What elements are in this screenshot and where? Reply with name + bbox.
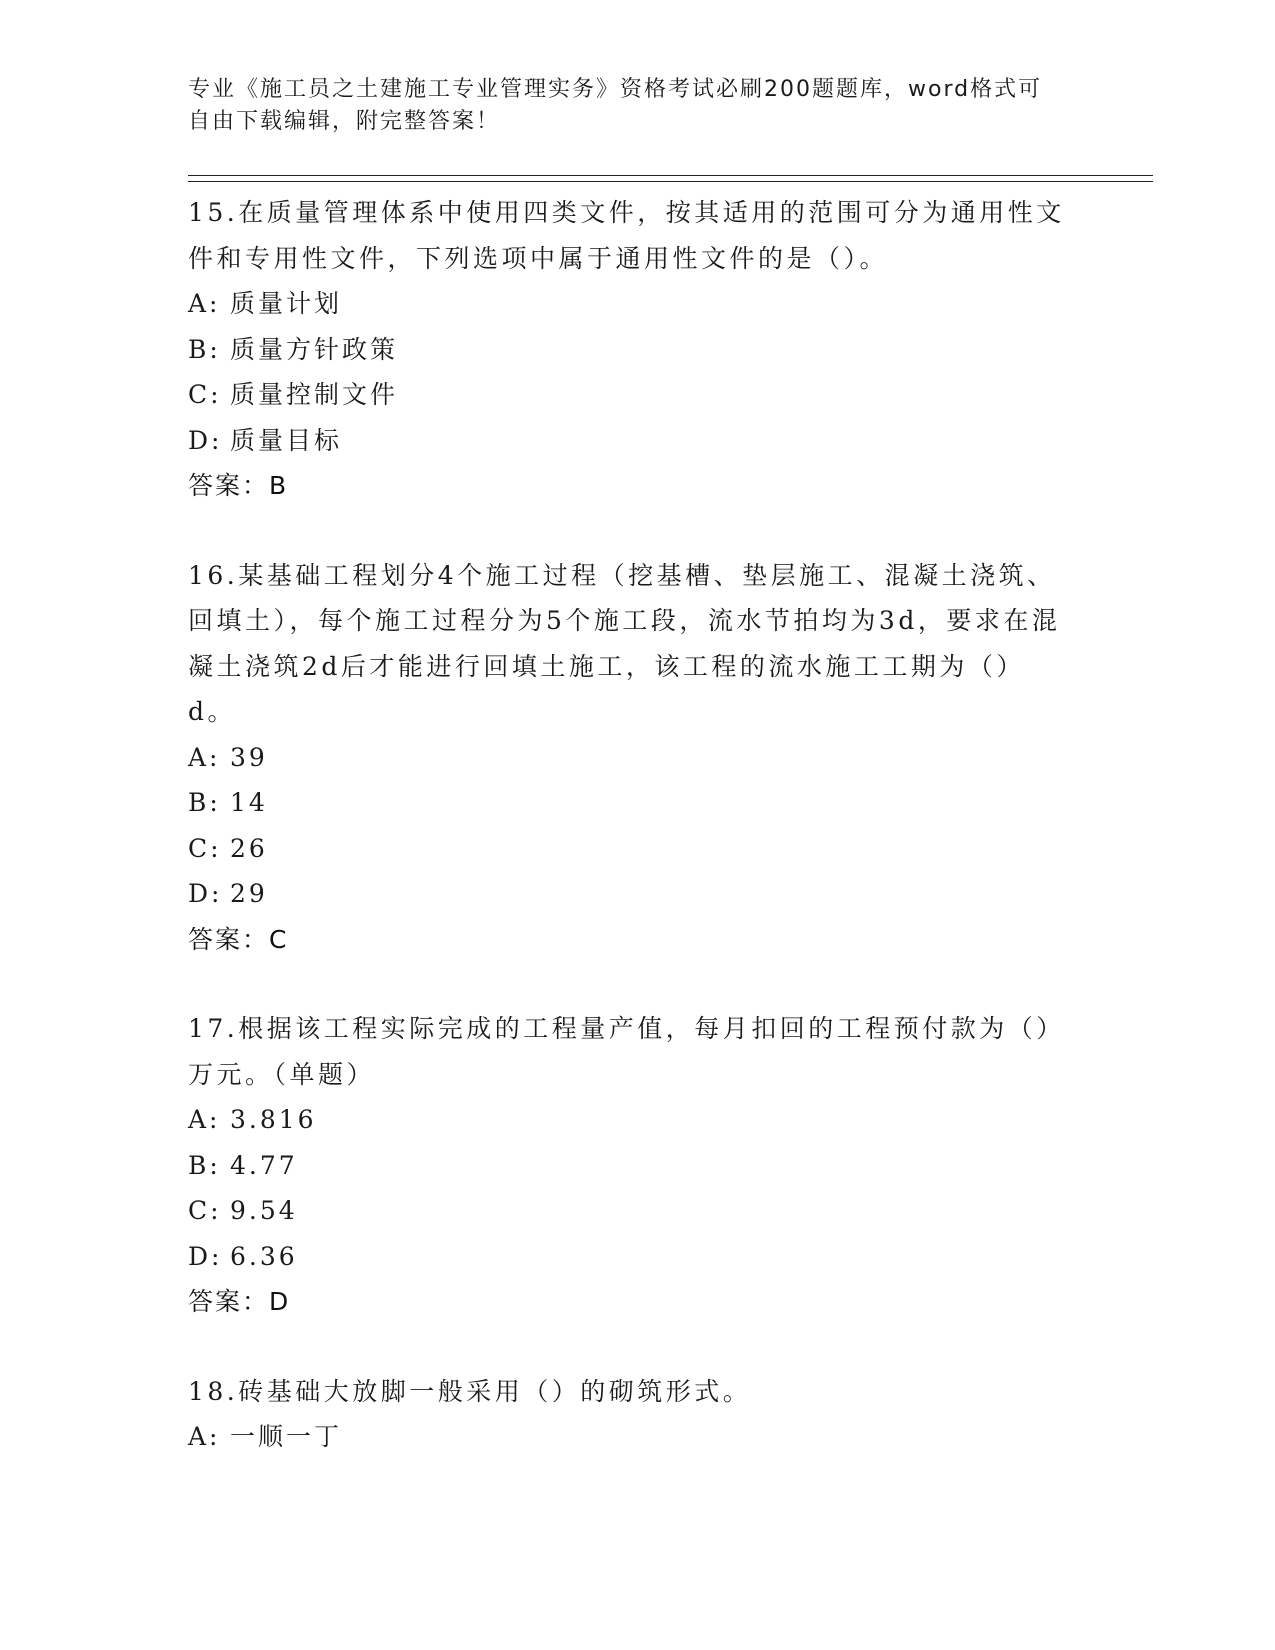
option-key: A: [188,742,221,772]
option-a [188,735,1068,781]
option-d [188,1234,1068,1280]
header-line-1: 专业《施工员之土建施工专业管理实务》资格考试必刷200题题库，word格式可 [188,77,1043,102]
question-16 [188,553,1068,963]
option-d [188,418,1068,464]
header-line-2: 自由下载编辑，附完整答案！ [188,109,501,134]
option-value: 质量控制文件 [230,380,399,409]
option-key: A: [188,1422,221,1451]
option-key: A: [188,1105,221,1134]
option-key: B: [188,788,221,817]
header-divider-top [188,175,1153,176]
option-key: C: [188,380,222,409]
option-value: 质量计划 [230,289,343,318]
option-value: 9.54 [230,1196,298,1225]
option-a [188,1097,1068,1143]
option-value: 14 [230,788,268,817]
option-key: A: [188,289,221,318]
question-text: 15.在质量管理体系中使用四类文件，按其适用的范围可分为通用性文件和专用性文件，下列选项中属于通用性文件的是（）。 [188,198,1065,273]
question-text: 18.砖基础大放脚一般采用（）的砌筑形式。 [188,1376,752,1406]
question-list [188,190,1068,1504]
option-c [188,372,1068,418]
header-divider-bottom [188,181,1153,182]
answer-line: 答案：D [188,1287,291,1316]
question-18 [188,1369,1068,1460]
option-value: 4.77 [230,1150,298,1180]
option-key: C: [188,1196,222,1225]
question-text: 17.根据该工程实际完成的工程量产值，每月扣回的工程预付款为（）万元。（单题） [188,1014,1065,1089]
option-d [188,871,1068,917]
option-value: 质量目标 [230,425,343,455]
option-key: D: [188,425,223,455]
question-15 [188,190,1068,509]
document-header [188,74,1068,138]
option-c [188,826,1068,872]
option-value: 29 [230,879,268,908]
option-value: 26 [230,833,268,863]
option-b [188,1143,1068,1189]
question-text: 16.某基础工程划分4个施工过程（挖基槽、垫层施工、混凝土浇筑、回填土），每个施工过程分为5个施工段，流水节拍均为3d，要求在混凝土浇筑2d后才能进行回填土施工，该工程的流水施工工期为（）d。 [188,560,1061,726]
option-key: B: [188,334,221,364]
option-value: 质量方针政策 [230,334,399,364]
answer-line: 答案：B [188,471,289,500]
option-key: D: [188,1241,223,1271]
option-value: 一顺一丁 [230,1422,343,1451]
option-a [188,1414,1068,1460]
option-a [188,281,1068,327]
option-key: D: [188,879,223,908]
option-value: 3.816 [230,1105,317,1134]
question-17 [188,1006,1068,1325]
option-value: 6.36 [230,1241,298,1271]
option-key: C: [188,833,222,863]
option-b [188,780,1068,826]
option-key: B: [188,1150,221,1180]
option-b [188,327,1068,373]
option-c [188,1188,1068,1234]
option-value: 39 [230,742,268,772]
answer-line: 答案：C [188,924,289,954]
